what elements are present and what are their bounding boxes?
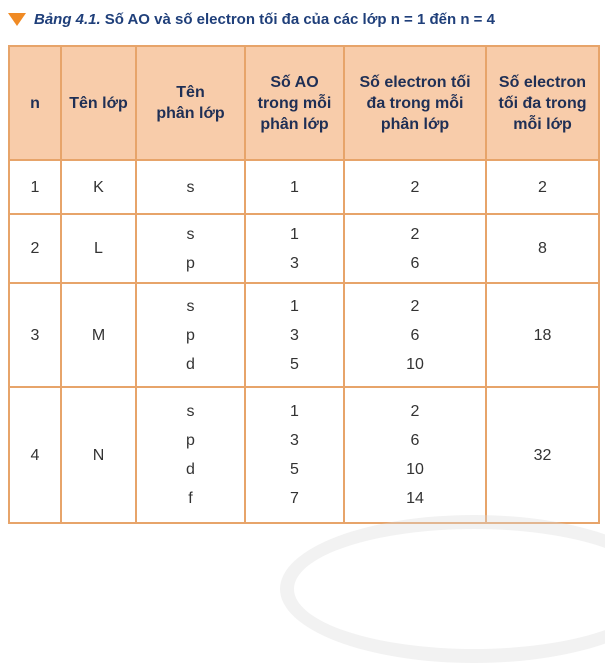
cell-e-layer: 18: [486, 283, 599, 387]
e-sub-value: 6: [410, 326, 420, 344]
ao-value: 3: [290, 326, 299, 344]
table-row: [9, 214, 599, 283]
cell-sublayers: [136, 387, 245, 523]
sublayer-value: d: [186, 461, 195, 478]
table-row: [9, 283, 599, 387]
sublayer-value: s: [186, 297, 195, 315]
sublayer-value: p: [186, 254, 195, 272]
header-max-e-sublayer: [344, 46, 486, 160]
cell-layer: K: [61, 160, 136, 214]
cell-n: 3: [9, 283, 61, 387]
cell-sublayers: [136, 283, 245, 387]
sublayer-value: s: [186, 403, 195, 420]
e-sub-value: 10: [406, 355, 424, 373]
sublayer-value: s: [186, 178, 195, 196]
e-sub-value: 2: [410, 225, 420, 243]
cell-n: 2: [9, 214, 61, 283]
sublayer-value: p: [186, 326, 195, 344]
cell-e-sub: [344, 214, 486, 283]
watermark-arc: [280, 515, 605, 663]
ao-value: 3: [290, 254, 299, 272]
ao-value: 1: [290, 297, 299, 315]
e-sub-value: 2: [410, 178, 420, 196]
caption-number: Bảng 4.1.: [34, 10, 101, 28]
ao-value: 7: [290, 490, 299, 507]
ao-value: 3: [290, 432, 299, 449]
header-ao-count-text: Số AO trong mỗi phân lớp: [257, 73, 332, 133]
electron-table: [8, 45, 600, 524]
cell-e-sub: [344, 160, 486, 214]
cell-ao: [245, 160, 344, 214]
table-row: [9, 160, 599, 214]
ao-value: 1: [290, 178, 299, 196]
cell-e-layer: 2: [486, 160, 599, 214]
sublayer-value: p: [186, 432, 195, 449]
cell-sublayers: [136, 160, 245, 214]
header-n: n: [9, 46, 61, 160]
sublayer-value: s: [186, 225, 195, 243]
cell-e-layer: 8: [486, 214, 599, 283]
e-sub-value: 2: [410, 403, 420, 420]
e-sub-value: 6: [410, 432, 420, 449]
cell-layer: N: [61, 387, 136, 523]
cell-e-sub: [344, 283, 486, 387]
caption-text: Số AO và số electron tối đa của các lớp n = 1 đến n = 4: [104, 10, 495, 28]
cell-sublayers: [136, 214, 245, 283]
cell-layer: L: [61, 214, 136, 283]
ao-value: 1: [290, 225, 299, 243]
header-sublayer-name-text: Tên phân lớp: [156, 84, 225, 122]
table-header-row: [9, 46, 599, 160]
sublayer-value: f: [188, 490, 193, 507]
e-sub-value: 2: [410, 297, 420, 315]
header-max-e-layer-text: Số electron tối đa trong mỗi lớp: [498, 73, 587, 133]
ao-value: 5: [290, 461, 299, 478]
cell-e-sub: [344, 387, 486, 523]
table-caption: [8, 8, 495, 30]
cell-layer: M: [61, 283, 136, 387]
cell-ao: [245, 214, 344, 283]
cell-ao: [245, 387, 344, 523]
e-sub-value: 6: [410, 254, 420, 272]
header-max-e-sublayer-text: Số electron tối đa trong mỗi phân lớp: [359, 73, 471, 133]
ao-value: 1: [290, 403, 299, 420]
cell-ao: [245, 283, 344, 387]
table-row: [9, 387, 599, 523]
sublayer-value: d: [186, 355, 195, 373]
header-layer-name: Tên lớp: [61, 46, 136, 160]
cell-n: 1: [9, 160, 61, 214]
triangle-bullet-icon: [8, 13, 26, 26]
ao-value: 5: [290, 355, 299, 373]
cell-e-layer: 32: [486, 387, 599, 523]
header-max-e-layer: [486, 46, 599, 160]
e-sub-value: 10: [406, 461, 424, 478]
header-ao-count: [245, 46, 344, 160]
e-sub-value: 14: [406, 490, 424, 507]
cell-n: 4: [9, 387, 61, 523]
header-sublayer-name: [136, 46, 245, 160]
